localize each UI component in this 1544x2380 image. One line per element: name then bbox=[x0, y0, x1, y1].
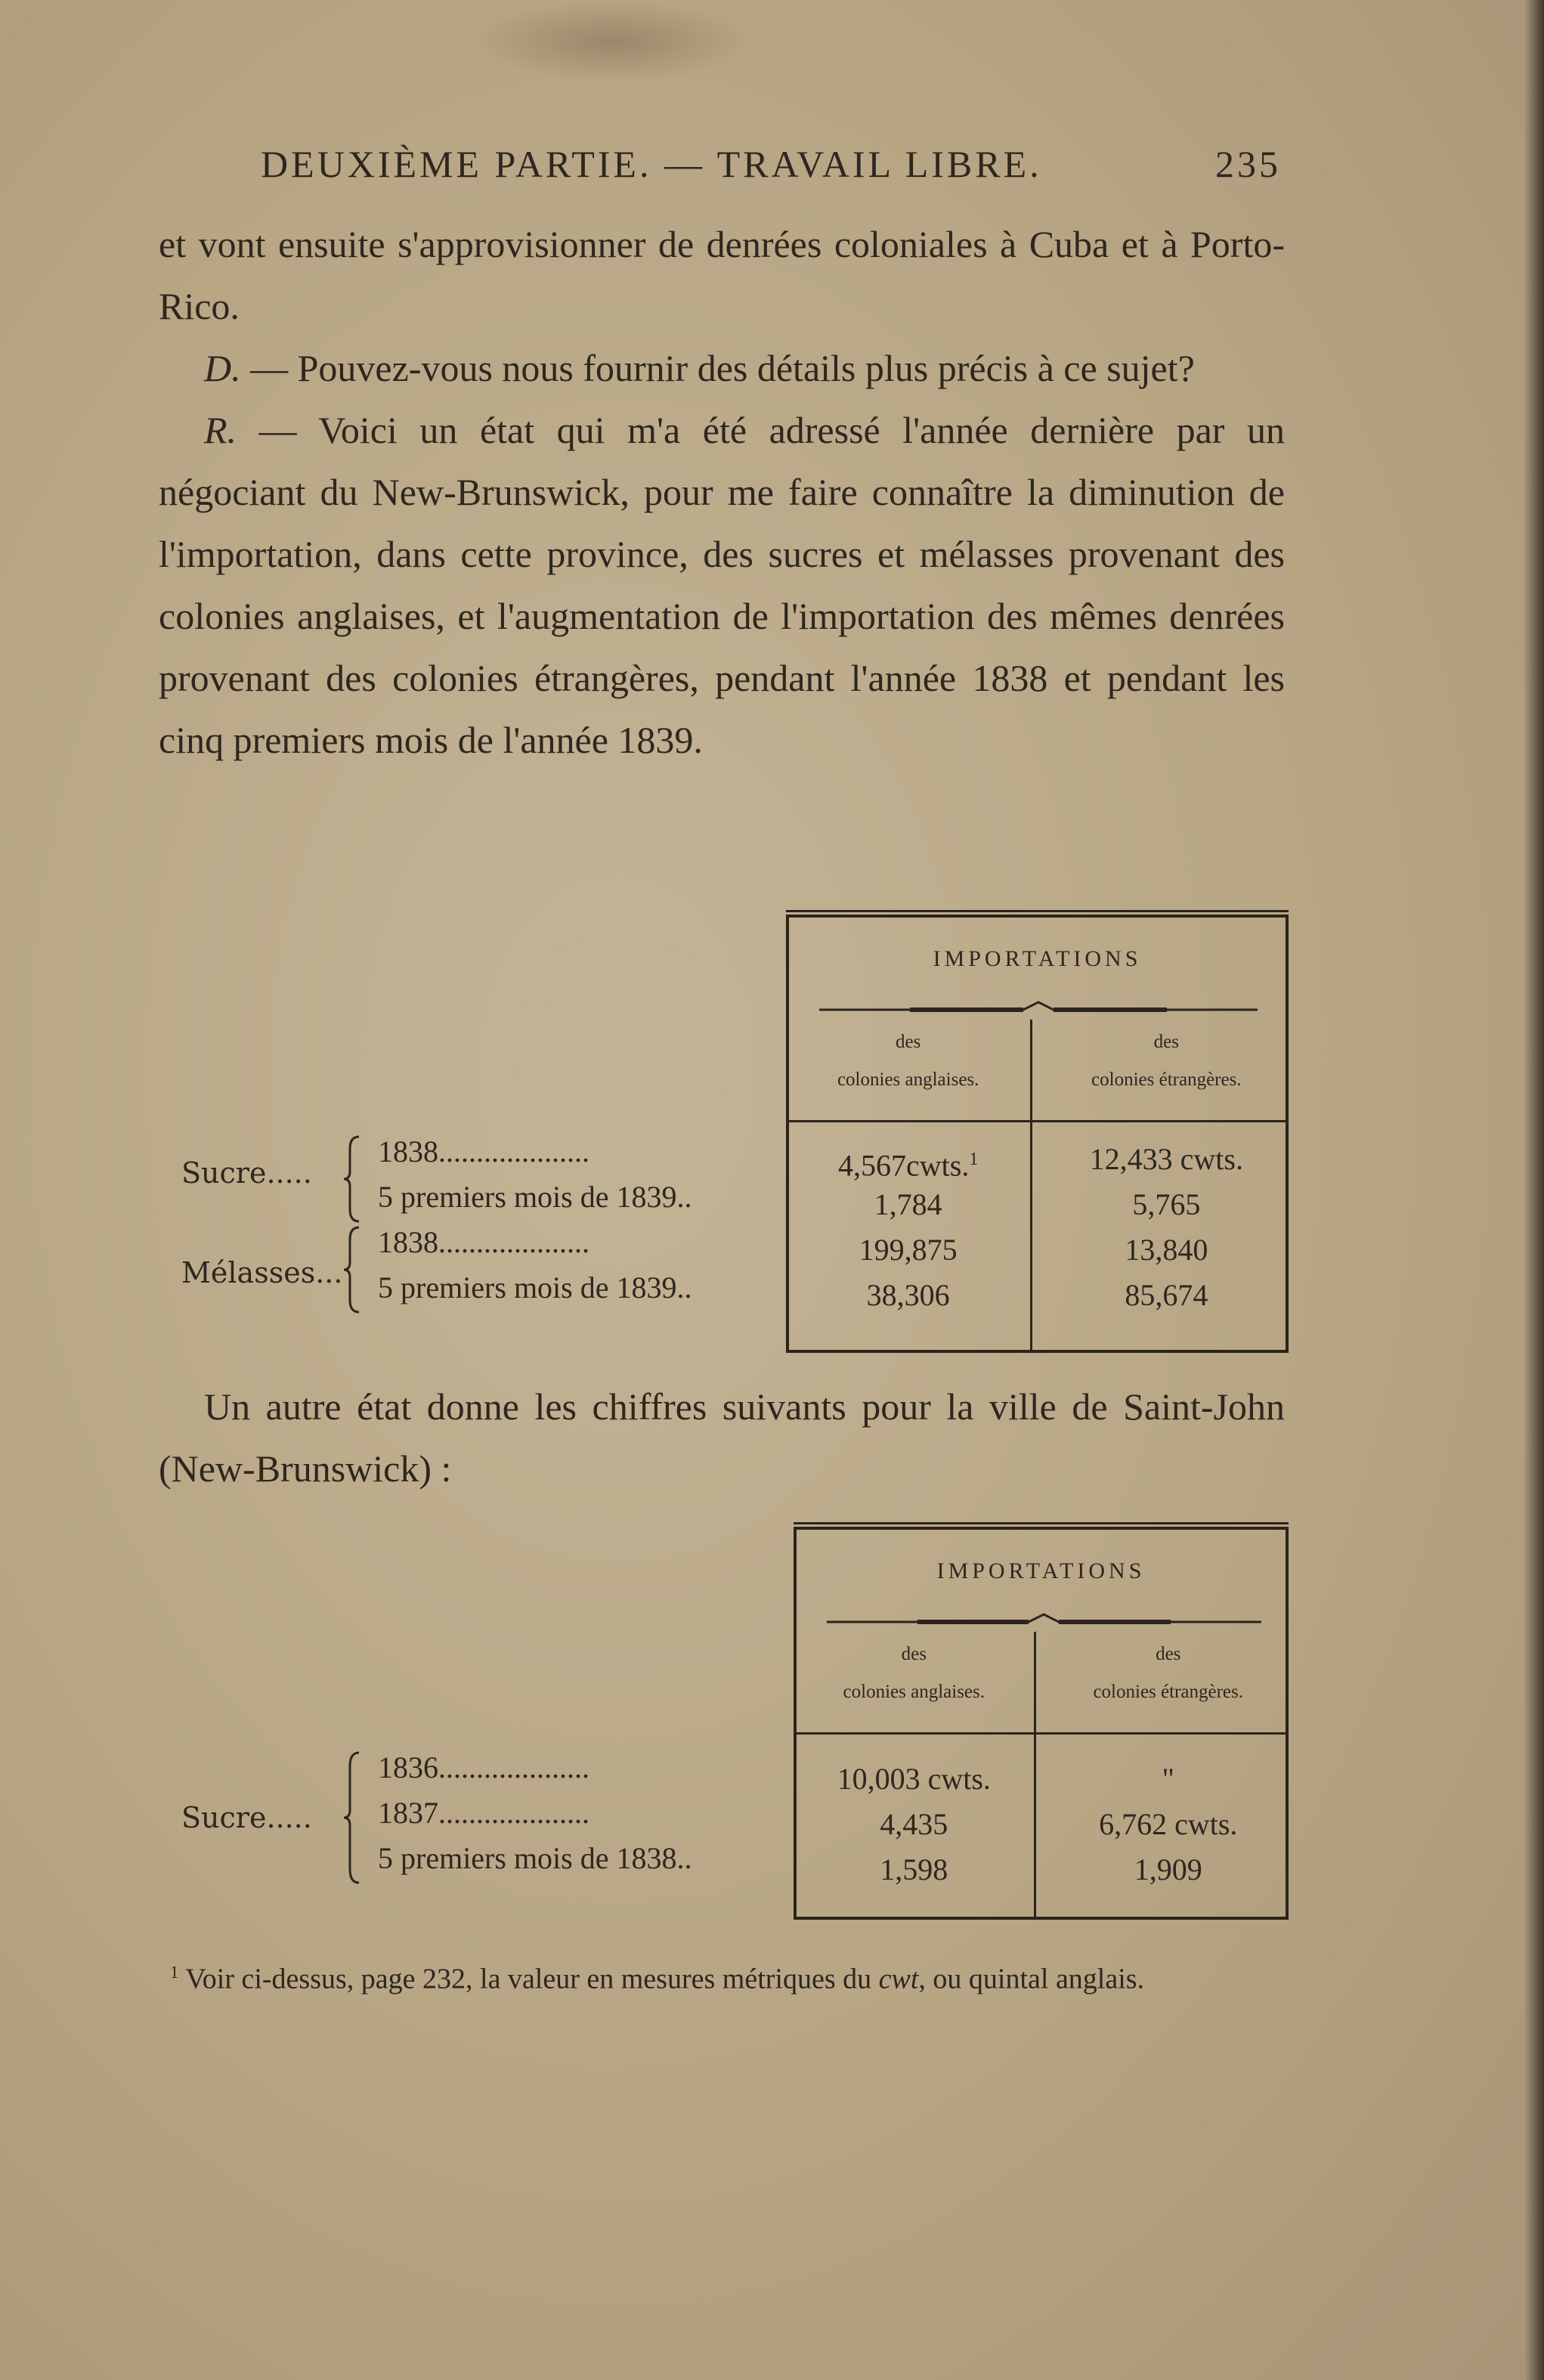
values-etrangeres bbox=[1050, 1756, 1286, 1893]
column-header-line: des bbox=[901, 1644, 927, 1664]
column-header-line: des bbox=[896, 1032, 921, 1052]
column-header-line: colonies anglaises. bbox=[837, 1069, 979, 1090]
horizontal-brace-icon bbox=[827, 1611, 1261, 1629]
header-rule bbox=[797, 1732, 1286, 1735]
group-label-sucre: Sucre..... bbox=[181, 1156, 312, 1190]
column-header-anglaises bbox=[797, 1636, 1032, 1711]
cell-value: 85,674 bbox=[1125, 1278, 1208, 1312]
table-title: IMPORTATIONS bbox=[936, 1558, 1146, 1583]
paragraph-2 bbox=[159, 337, 1285, 399]
values-anglaises bbox=[797, 1756, 1032, 1893]
cell-value: 5,765 bbox=[1132, 1187, 1201, 1221]
cell-value: 38,306 bbox=[866, 1278, 950, 1312]
cell-value: 1,909 bbox=[1134, 1852, 1202, 1886]
cell-value: 10,003 cwts. bbox=[837, 1762, 991, 1796]
importations-table-2 bbox=[170, 1527, 1289, 1920]
cell-value: 4,435 bbox=[880, 1807, 948, 1841]
header-rule bbox=[789, 1120, 1286, 1122]
question-text: — Pouvez-vous nous fournir des détails plus précis à ce sujet? bbox=[240, 347, 1195, 389]
top-rule bbox=[794, 1522, 1289, 1524]
table-frame bbox=[794, 1527, 1289, 1920]
column-header-line: colonies anglaises. bbox=[843, 1682, 985, 1702]
column-header-etrangeres bbox=[1050, 1636, 1286, 1711]
cell-value: 1,784 bbox=[874, 1187, 942, 1221]
page-edge bbox=[1524, 0, 1544, 2380]
group-label-sucre: Sucre..... bbox=[181, 1801, 312, 1834]
row-group-sucre bbox=[170, 1126, 775, 1232]
values-etrangeres bbox=[1047, 1137, 1286, 1318]
paragraph-3 bbox=[159, 399, 1285, 771]
row-label: 5 premiers mois de 1839.. bbox=[378, 1180, 692, 1214]
column-header-etrangeres bbox=[1047, 1023, 1286, 1099]
cell-value: 199,875 bbox=[859, 1233, 958, 1267]
cell-value: 1,598 bbox=[880, 1852, 948, 1886]
footnote-mark: 1 bbox=[170, 1963, 179, 1982]
row-group-sucre bbox=[170, 1742, 775, 1893]
footnote-text-2: , ou quintal anglais. bbox=[918, 1963, 1145, 1995]
cell-value bbox=[789, 1137, 1027, 1182]
row-label: 5 premiers mois de 1838.. bbox=[378, 1841, 692, 1875]
cell-value: 6,762 cwts. bbox=[1099, 1807, 1238, 1841]
column-header-line: colonies étrangères. bbox=[1093, 1682, 1243, 1702]
importations-table-1 bbox=[170, 915, 1289, 1353]
column-separator bbox=[1034, 1632, 1036, 1917]
column-header-anglaises bbox=[789, 1023, 1027, 1099]
row-label: 1837.................... bbox=[378, 1796, 589, 1830]
body-text-2 bbox=[159, 1376, 1285, 1499]
answer-text: — Voici un état qui m'a été adressé l'année dernière par un négociant du New-Brunswick, pour me faire connaître la diminution de l'importation, dans cette province, des sucres et mélasses provenant des colonies anglaises, et l'augmentation de l'importation des mêmes denrées provenant des colonies étrangères, pendant l'année 1838 et pendant les cinq premiers mois de l'année 1839. bbox=[159, 409, 1285, 761]
row-group-melasses bbox=[170, 1217, 775, 1323]
header-section: DEUXIÈME PARTIE. — TRAVAIL LIBRE. bbox=[261, 143, 1042, 185]
page-number: 235 bbox=[1215, 143, 1281, 185]
top-rule bbox=[786, 910, 1289, 912]
column-header-line: des bbox=[1153, 1032, 1179, 1052]
column-separator bbox=[1030, 1020, 1032, 1350]
body-text bbox=[159, 213, 1285, 771]
footnote bbox=[170, 1950, 1296, 2002]
cell-text: 4,567cwts. bbox=[838, 1148, 970, 1183]
row-label: 1838.................... bbox=[378, 1134, 589, 1168]
cell-value: 13,840 bbox=[1125, 1233, 1208, 1267]
row-label: 1838.................... bbox=[378, 1225, 589, 1259]
question-label: D. bbox=[204, 347, 241, 389]
running-header bbox=[261, 142, 1281, 186]
row-label: 5 premiers mois de 1839.. bbox=[378, 1270, 692, 1305]
brace-icon bbox=[344, 1750, 367, 1886]
footnote-text-1: Voir ci-dessus, page 232, la valeur en mesures métriques du bbox=[178, 1963, 879, 1995]
column-header-line: des bbox=[1156, 1644, 1181, 1664]
paragraph-4: Un autre état donne les chiffres suivants pour la ville de Saint-John (New-Brunswick) : bbox=[159, 1385, 1285, 1490]
footnote-italic: cwt bbox=[878, 1963, 919, 1995]
footnote-ref: 1 bbox=[969, 1150, 979, 1169]
group-label-melasses: Mélasses... bbox=[181, 1256, 343, 1289]
column-header-line: colonies étrangères. bbox=[1091, 1069, 1242, 1090]
brace-icon bbox=[344, 1134, 367, 1224]
values-anglaises bbox=[789, 1137, 1027, 1318]
table-title: IMPORTATIONS bbox=[933, 946, 1142, 971]
brace-icon bbox=[344, 1224, 367, 1315]
table-frame bbox=[786, 915, 1289, 1353]
horizontal-brace-icon bbox=[819, 999, 1258, 1017]
paper-stain bbox=[469, 0, 756, 83]
cell-value: 12,433 cwts. bbox=[1089, 1142, 1243, 1176]
cell-value: " bbox=[1162, 1762, 1174, 1796]
row-label: 1836.................... bbox=[378, 1750, 589, 1784]
paragraph-1: et vont ensuite s'approvisionner de denrées coloniales à Cuba et à Porto-Rico. bbox=[159, 223, 1285, 327]
answer-label: R. bbox=[204, 409, 237, 451]
